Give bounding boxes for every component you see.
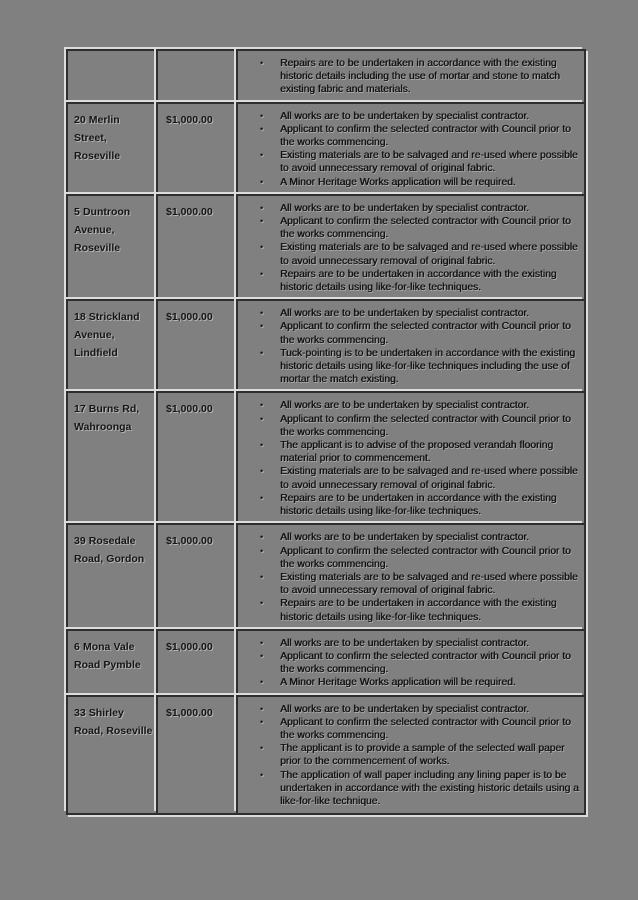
condition-item [260, 149, 580, 175]
bullet-icon: • [260, 492, 264, 503]
condition-text: Applicant to confirm the selected contractor with Council prior to the works commencing. [280, 716, 571, 741]
bullet-icon: • [260, 598, 264, 609]
grant-amount: $1,000.00 [166, 535, 213, 548]
condition-text: Repairs are to be undertaken in accordance with the existing historic details using like-for-like techniques. [280, 268, 557, 294]
condition-item [260, 176, 580, 189]
condition-text: All works are to be undertaken by specialist contractor. [280, 703, 529, 715]
condition-item [260, 597, 580, 623]
bullet-icon: • [260, 532, 264, 543]
condition-item [260, 202, 580, 215]
property-address: 33 Shirley Road, Roseville [74, 706, 153, 737]
condition-text: All works are to be undertaken by specialist contractor. [280, 400, 529, 412]
bullet-icon: • [260, 571, 264, 582]
condition-text: The applicant is to advise of the proposed verandah flooring material prior to commencement. [280, 440, 554, 465]
bullet-icon: • [260, 150, 264, 161]
conditions-cell [236, 102, 584, 194]
address-cell [66, 629, 156, 695]
condition-text: A Minor Heritage Works application will be required. [280, 176, 516, 188]
condition-text: The applicant is to provide a sample of the selected wall paper prior to the commencement of works. [280, 743, 565, 768]
bullet-icon: • [260, 413, 264, 424]
condition-item [260, 716, 580, 742]
bullet-icon: • [260, 545, 264, 556]
amount-cell [156, 102, 236, 194]
grant-amount: $1,000.00 [166, 403, 213, 416]
conditions-list [260, 637, 580, 690]
condition-text: Repairs are to be undertaken in accordance with the existing historic details using like-for-like techniques. [280, 492, 557, 518]
condition-text: Applicant to confirm the selected contractor with Council prior to the works commencing. [280, 413, 571, 438]
conditions-list [260, 110, 580, 189]
address-cell [66, 194, 156, 299]
bullet-icon: • [260, 440, 264, 451]
property-address: 17 Burns Rd, Wahroonga [74, 403, 140, 434]
condition-item [260, 57, 580, 97]
condition-text: All works are to be undertaken by specialist contractor. [280, 308, 529, 320]
condition-text: Applicant to confirm the selected contractor with Council prior to the works commencing. [280, 545, 571, 570]
condition-item [260, 650, 580, 676]
property-address: 39 Rosedale Road, Gordon [74, 535, 145, 566]
condition-text: Applicant to confirm the selected contractor with Council prior to the works commencing. [280, 123, 571, 149]
address-cell [66, 299, 156, 391]
conditions-cell [236, 523, 584, 628]
amount-cell [156, 299, 236, 391]
condition-text: All works are to be undertaken by specialist contractor. [280, 110, 529, 122]
conditions-list [260, 399, 580, 518]
condition-item [260, 769, 580, 809]
condition-item [260, 742, 580, 768]
bullet-icon: • [260, 176, 264, 187]
condition-item [260, 439, 580, 465]
address-cell [66, 49, 156, 102]
bullet-icon: • [260, 650, 264, 661]
property-address: 18 Strickland Avenue, Lindfield [74, 311, 140, 360]
grant-amount: $1,000.00 [166, 706, 213, 719]
bullet-icon: • [260, 268, 264, 279]
bullet-icon: • [260, 703, 264, 714]
address-cell [66, 695, 156, 814]
bullet-icon: • [260, 400, 264, 411]
condition-text: Existing materials are to be salvaged and re-used where possible to avoid unnecessary removal of original fabric. [280, 466, 578, 491]
condition-text: Tuck-pointing is to be undertaken in accordance with the existing historic details using like-for-like techniques including the use of mortar the match existing. [280, 347, 575, 386]
conditions-list [260, 307, 580, 386]
conditions-cell [236, 49, 584, 102]
grant-amount: $1,000.00 [166, 640, 213, 653]
condition-text: A Minor Heritage Works application will be required. [280, 677, 516, 689]
condition-text: Applicant to confirm the selected contractor with Council prior to the works commencing. [280, 216, 571, 241]
amount-cell [156, 391, 236, 523]
condition-item [260, 268, 580, 294]
bullet-icon: • [260, 637, 264, 648]
condition-item [260, 307, 580, 320]
conditions-list [260, 202, 580, 294]
conditions-cell [236, 695, 584, 814]
bullet-icon: • [260, 110, 264, 121]
amount-cell [156, 523, 236, 628]
conditions-list [260, 531, 580, 623]
bullet-icon: • [260, 242, 264, 253]
condition-text: Repairs are to be undertaken in accordance with the existing historic details including the use of mortar and stone to match existing fabric and materials. [280, 58, 560, 96]
heritage-grants-table [66, 49, 586, 815]
property-address: 5 Duntroon Avenue, Roseville [74, 205, 131, 254]
conditions-cell [236, 299, 584, 391]
property-address: 20 Merlin Street, Roseville [74, 113, 121, 162]
bullet-icon: • [260, 308, 264, 319]
bullet-icon: • [260, 743, 264, 754]
condition-text: Applicant to confirm the selected contractor with Council prior to the works commencing. [280, 321, 571, 346]
conditions-list [260, 703, 580, 809]
condition-text: Repairs are to be undertaken in accordance with the existing historic details using like-for-like techniques. [280, 598, 557, 623]
condition-item [260, 347, 580, 387]
bullet-icon: • [260, 216, 264, 227]
grant-amount: $1,000.00 [166, 113, 213, 126]
amount-cell [156, 695, 236, 814]
conditions-cell [236, 629, 584, 695]
condition-text: Existing materials are to be salvaged and re-used where possible to avoid unnecessary removal of original fabric. [280, 150, 578, 175]
bullet-icon: • [260, 347, 264, 358]
condition-text: All works are to be undertaken by specialist contractor. [280, 202, 529, 214]
condition-item [260, 110, 580, 123]
amount-cell [156, 49, 236, 102]
condition-text: Applicant to confirm the selected contractor with Council prior to the works commencing. [280, 650, 571, 676]
condition-text: The application of wall paper including any lining paper is to be undertaken in accordance with the existing historic details using a like-for-like technique. [280, 769, 579, 807]
condition-item [260, 399, 580, 412]
condition-text: All works are to be undertaken by specialist contractor. [280, 637, 529, 649]
bullet-icon: • [260, 769, 264, 780]
condition-item [260, 703, 580, 716]
conditions-cell [236, 194, 584, 299]
bullet-icon: • [260, 716, 264, 727]
address-cell [66, 391, 156, 523]
conditions-cell [236, 391, 584, 523]
condition-item [260, 320, 580, 346]
address-cell [66, 523, 156, 628]
amount-cell [156, 629, 236, 695]
condition-item [260, 123, 580, 149]
condition-item [260, 545, 580, 571]
condition-item [260, 637, 580, 650]
amount-cell [156, 194, 236, 299]
bullet-icon: • [260, 202, 264, 213]
condition-item [260, 571, 580, 597]
bullet-icon: • [260, 677, 264, 688]
property-address: 6 Mona Vale Road Pymble [74, 640, 141, 671]
condition-item [260, 241, 580, 267]
condition-item [260, 413, 580, 439]
condition-item [260, 531, 580, 544]
bullet-icon: • [260, 123, 264, 134]
condition-item [260, 465, 580, 491]
bullet-icon: • [260, 466, 264, 477]
grant-amount: $1,000.00 [166, 205, 213, 218]
bullet-icon: • [260, 321, 264, 332]
bullet-icon: • [260, 58, 264, 68]
address-cell [66, 102, 156, 194]
condition-text: Existing materials are to be salvaged and re-used where possible to avoid unnecessary removal of original fabric. [280, 242, 578, 267]
condition-text: Existing materials are to be salvaged and re-used where possible to avoid unnecessary removal of original fabric. [280, 571, 578, 597]
grant-amount: $1,000.00 [166, 311, 213, 324]
condition-item [260, 676, 580, 689]
condition-item [260, 215, 580, 241]
conditions-list [260, 57, 580, 97]
condition-item [260, 492, 580, 518]
condition-text: All works are to be undertaken by specialist contractor. [280, 532, 529, 544]
